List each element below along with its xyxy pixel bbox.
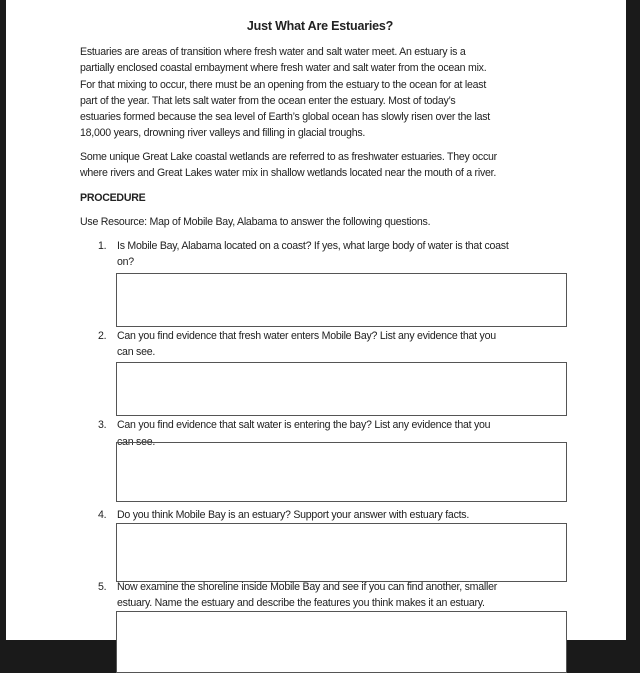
document-title: Just What Are Estuaries? xyxy=(246,19,394,33)
question-text: can see. xyxy=(117,436,156,448)
question-text: can see. xyxy=(117,346,156,358)
question-text: estuary. Name the estuary and describe the features you think makes it an estuary. xyxy=(117,597,485,609)
question-text: Now examine the shoreline inside Mobile Bay and see if you can find another, smaller xyxy=(117,581,498,593)
question-number: 3. xyxy=(98,419,107,431)
question-text: Is Mobile Bay, Alabama located on a coast? If yes, what large body of water is that coast xyxy=(117,240,509,252)
instructions: Use Resource: Map of Mobile Bay, Alabama to answer the following questions. xyxy=(80,216,431,228)
paragraph-line: estuaries formed because the sea level of Earth’s global ocean has slowly risen over the last xyxy=(80,111,490,123)
answer-box-2[interactable] xyxy=(116,362,567,416)
answer-box-5[interactable] xyxy=(116,611,567,673)
paragraph-line: part of the year. That lets salt water from the ocean enter the estuary. Most of today’s xyxy=(80,95,456,107)
question-number: 1. xyxy=(98,240,107,252)
answer-box-4[interactable] xyxy=(116,523,567,582)
paragraph-line: Estuaries are areas of transition where fresh water and salt water meet. An estuary is a xyxy=(80,46,466,58)
question-text: Can you find evidence that salt water is entering the bay? List any evidence that you xyxy=(117,419,491,431)
paragraph-line: where rivers and Great Lakes water mix in shallow wetlands located near the mouth of a river. xyxy=(80,167,497,179)
question-number: 4. xyxy=(98,509,107,521)
procedure-heading: PROCEDURE xyxy=(80,192,146,204)
paragraph-line: Some unique Great Lake coastal wetlands are referred to as freshwater estuaries. They occur xyxy=(80,151,497,163)
answer-box-1[interactable] xyxy=(116,273,567,327)
paragraph-line: For that mixing to occur, there must be an opening from the estuary to the ocean for at least xyxy=(80,79,487,91)
question-text: Can you find evidence that fresh water enters Mobile Bay? List any evidence that you xyxy=(117,330,496,342)
question-number: 2. xyxy=(98,330,107,342)
answer-box-3[interactable] xyxy=(116,442,567,502)
paragraph-line: partially enclosed coastal embayment where fresh water and salt water from the ocean mix. xyxy=(80,62,487,74)
question-text: on? xyxy=(117,256,134,268)
paragraph-line: 18,000 years, drowning river valleys and filling in glacial troughs. xyxy=(80,127,366,139)
question-text: Do you think Mobile Bay is an estuary? Support your answer with estuary facts. xyxy=(117,509,470,521)
question-number: 5. xyxy=(98,581,107,593)
